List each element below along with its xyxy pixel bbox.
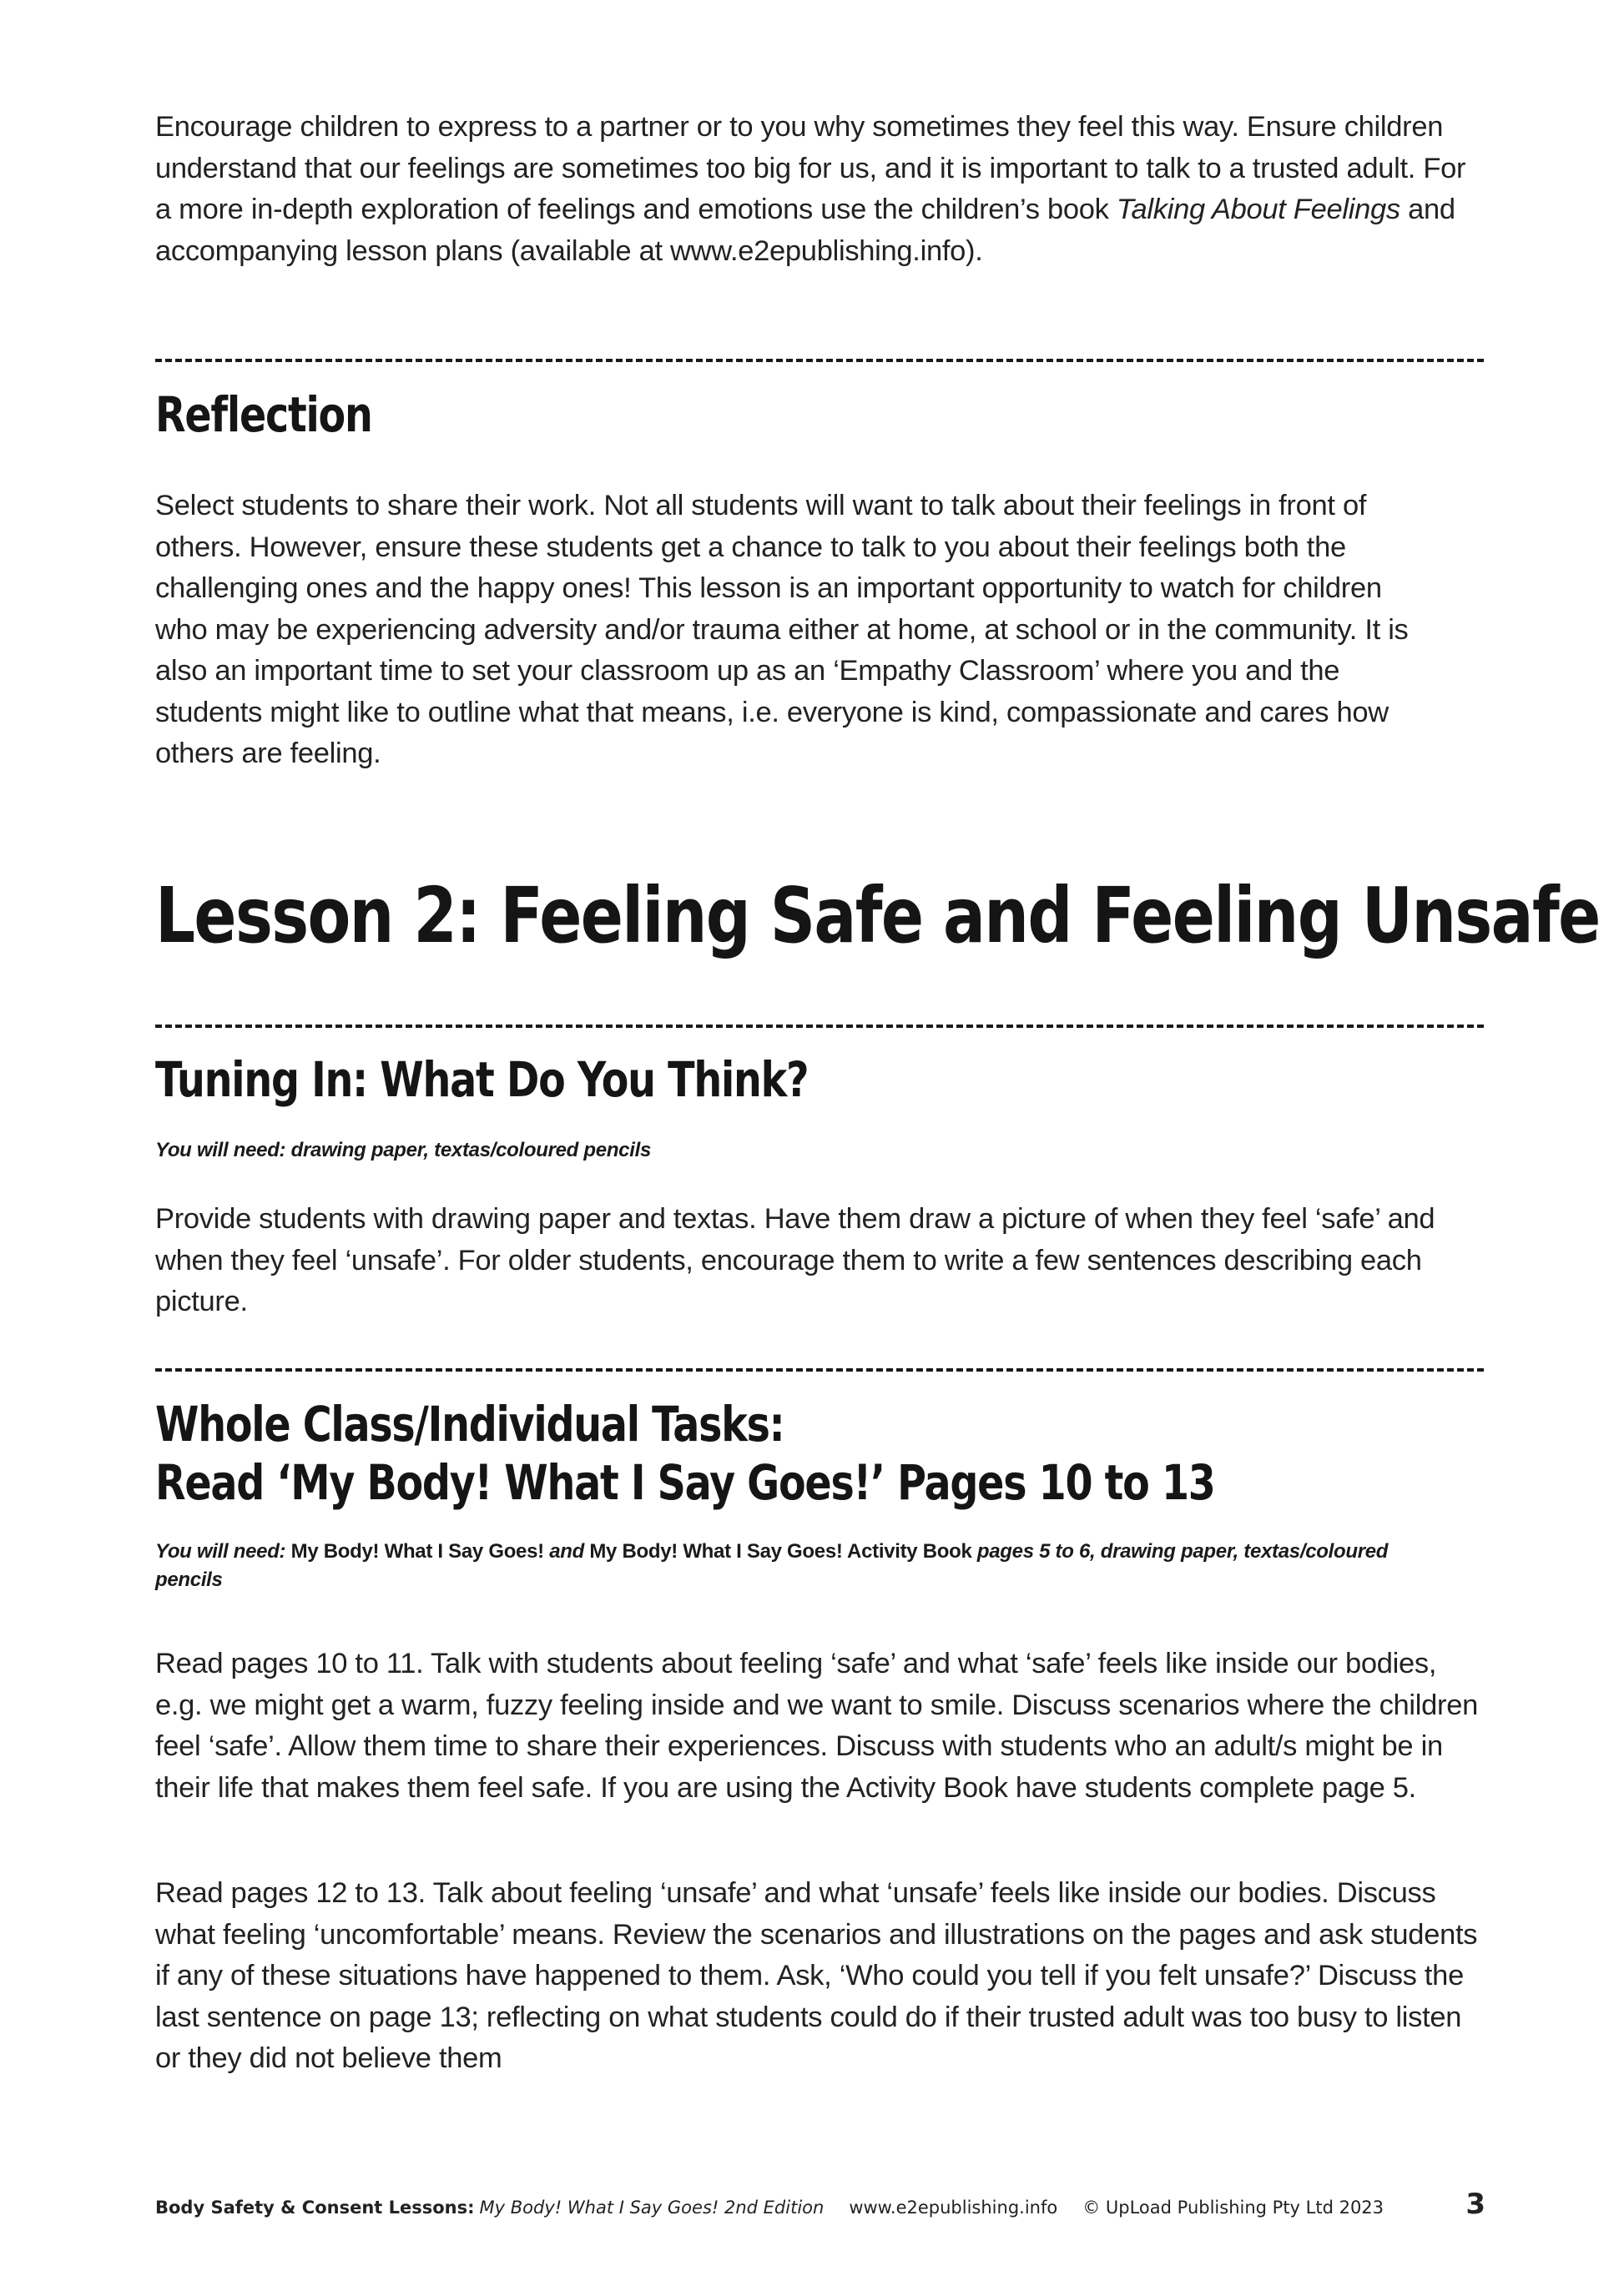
section-divider bbox=[155, 1368, 1484, 1372]
whole-class-paragraph-1: Read pages 10 to 11. Talk with students about feeling ‘safe’ and what ‘safe’ feels like inside our bodies, e.g. we might get a warm, fuzzy feeling inside and we want to smile. Discuss scenarios where the children feel ‘safe’. Allow them time to share their experiences. Discuss with students who an adult/s might be in their life that makes them feel safe. If you are using the Activity Book have students complete page 5. bbox=[155, 1648, 1478, 1804]
intro-text-end: and accompanying lesson plans (available at www.e2epublishing.info). bbox=[155, 194, 1455, 267]
reflection-heading: Reflection bbox=[155, 386, 372, 443]
intro-paragraph bbox=[155, 107, 1485, 272]
whole-class-paragraph-2: Read pages 12 to 13. Talk about feeling ‘unsafe’ and what ‘unsafe’ feels like inside our bodies. Discuss what feeling ‘uncomfortable’ means. Review the scenarios and illustrations on the pages and ask students if any of these situations have happened to them. Ask, ‘Who could you tell if you felt unsafe?’ Discuss the last sentence on page 13; reflecting on what students could do if their trusted adult was too busy to listen or they did not believe them bbox=[155, 1877, 1478, 2074]
footer-book-title: My Body! What I Say Goes! 2nd Edition bbox=[479, 2198, 825, 2218]
tuning-in-heading: Tuning In: What Do You Think? bbox=[155, 1051, 809, 1108]
footer-series: Body Safety & Consent Lessons: bbox=[155, 2198, 475, 2218]
tuning-in-materials: You will need: drawing paper, textas/coloured pencils bbox=[155, 1139, 652, 1161]
lesson-title: Lesson 2: Feeling Safe and Feeling Unsafe bbox=[155, 871, 1600, 960]
materials-activity-book: My Body! What I Say Goes! Activity Book bbox=[589, 1540, 972, 1563]
materials-and: and bbox=[543, 1540, 590, 1563]
tuning-in-paragraph: Provide students with drawing paper and textas. Have them draw a picture of when they feel ‘safe’ and when they feel ‘unsafe’. For older students, encourage them to write a few sentences describing each picture. bbox=[155, 1203, 1435, 1317]
materials-rest: pages 5 to 6, drawing paper, textas/coloured pencils bbox=[155, 1540, 1389, 1591]
page-number: 3 bbox=[1465, 2188, 1485, 2221]
section-divider bbox=[155, 359, 1484, 362]
page-footer bbox=[155, 2188, 1485, 2221]
whole-class-materials bbox=[155, 1538, 1457, 1594]
section-divider bbox=[155, 1025, 1484, 1028]
book-title-italic: Talking About Feelings bbox=[1116, 194, 1400, 225]
intro-text: Encourage children to express to a partner or to you why sometimes they feel this way. Ensure children understand that our feelings are sometimes too big for us, and it is important to talk to a trusted adult. For a more in-depth exploration of feelings and emotions use the children’s book bbox=[155, 111, 1466, 225]
materials-label: You will need: bbox=[155, 1540, 291, 1563]
whole-class-heading-line2: Read ‘My Body! What I Say Goes!’ Pages 10 to 13 bbox=[155, 1454, 1215, 1511]
whole-class-heading-line1: Whole Class/Individual Tasks: bbox=[155, 1396, 784, 1453]
reflection-paragraph: Select students to share their work. Not all students will want to talk about their feelings in front of others. However, ensure these students get a chance to talk to you about their feelings both the challenging ones and the happy ones! This lesson is an important opportunity to watch for children who may be experiencing adversity and/or trauma either at home, at school or in the community. It is also an important time to set your classroom up as an ‘Empathy Classroom’ where you and the students might like to outline what that means, i.e. everyone is kind, compassionate and cares how others are feeling. bbox=[155, 490, 1409, 769]
materials-book: My Body! What I Say Goes! bbox=[290, 1540, 544, 1563]
footer-copyright: © UpLoad Publishing Pty Ltd 2023 bbox=[1082, 2198, 1384, 2218]
footer-website: www.e2epublishing.info bbox=[849, 2198, 1058, 2218]
